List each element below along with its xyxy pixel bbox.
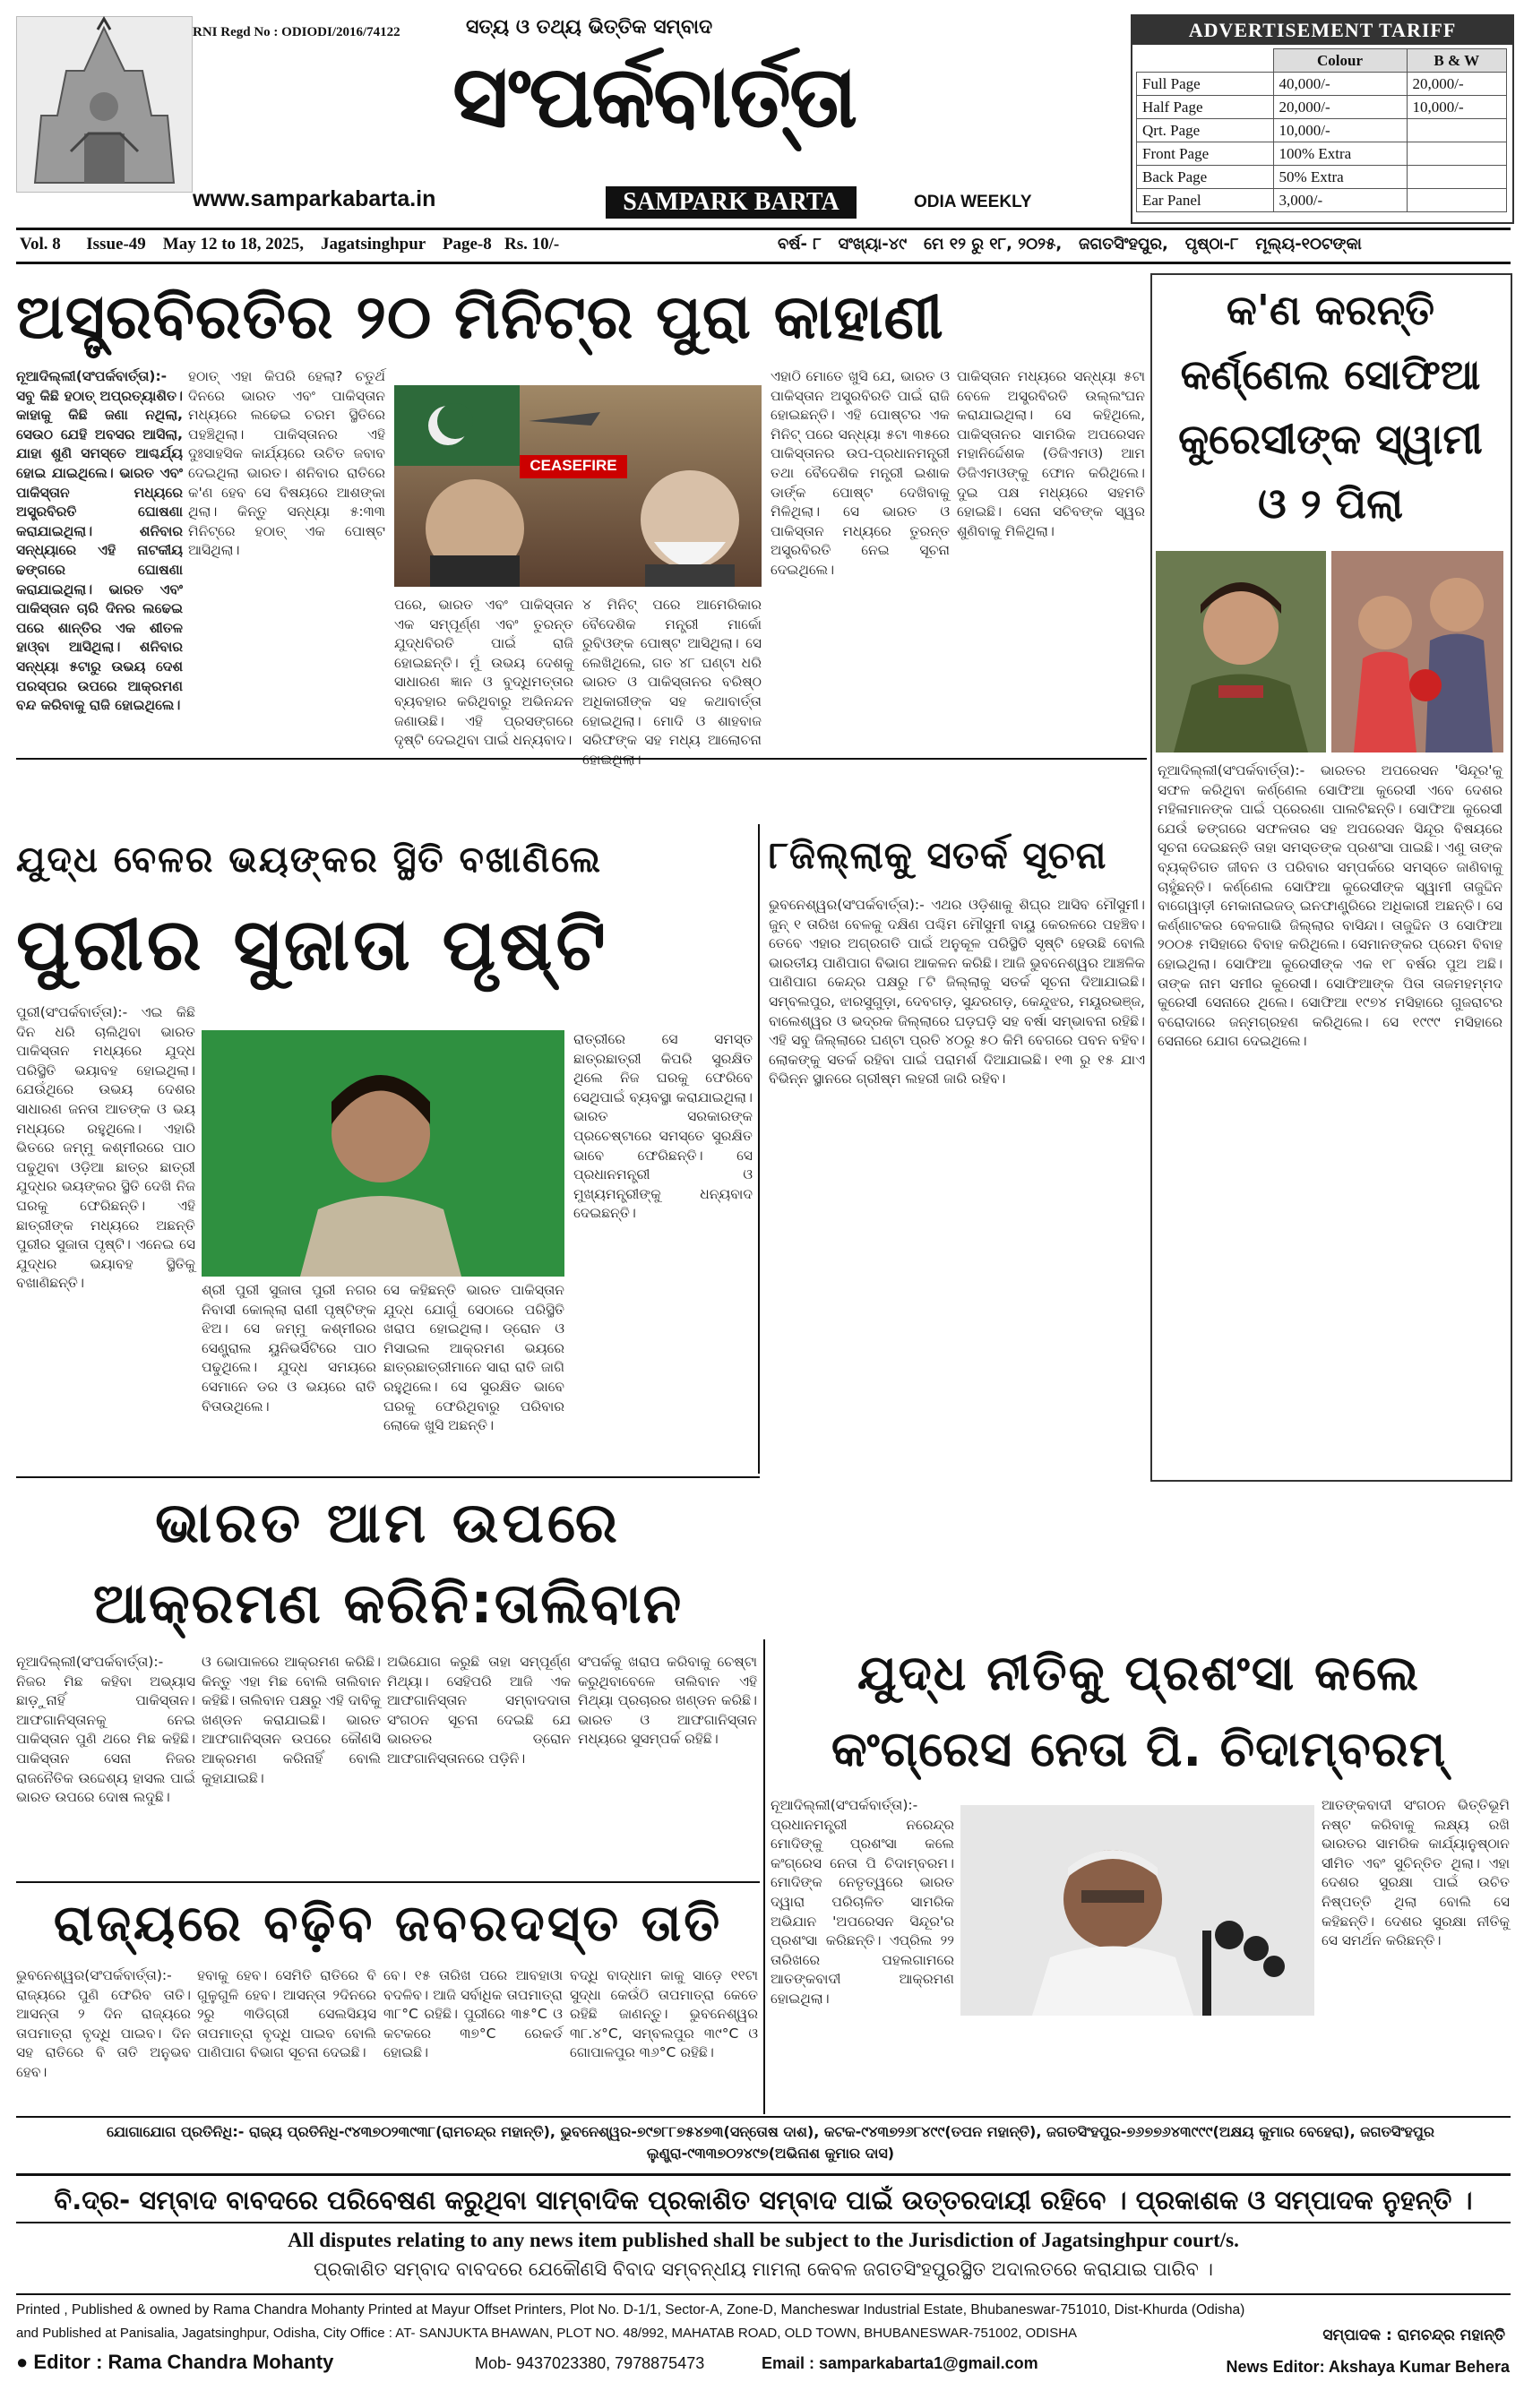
story1-col4 xyxy=(582,596,762,752)
mobile-numbers: Mob- 9437023380, 7978875473 xyxy=(475,2354,705,2372)
footer-top-rule xyxy=(16,2116,1511,2118)
story1-col6-text: ପାକିସ୍ତାନ ମଧ୍ୟରେ ସନ୍ଧ୍ୟା ୫ଟା ବେଳେ ଅସ୍ତ୍ରବିରତି ଉଲ୍ଲଂଘନ କରାଯାଇଥିଲା। ସେ କହିଥିଲେ, ପାକିସ୍ତାନର ସାମରିକ ଅପରେସନ ମହାନିର୍ଦ୍ଦେଶକ (ଡିଜିଏମଓ) ଆମ ଡିଜିଏମଓଙ୍କୁ ଫୋନ କରିଥିଲେ। ଦୁଇ ପକ୍ଷ ମଧ୍ୟରେ ସହମତି ହୋଇଛି। ସେନା ସଚିବଙ୍କ ସ୍ୱର ଶୁଣିବାକୁ ମିଳିଥିଲା। xyxy=(957,368,1145,539)
story6-col2-text: ହବାକୁ ହେବ। ସେମିତି ରାତିରେ ବି ଗୁଳୁଗୁଳି ହେବ। ଆସନ୍ତା ୨ଦିନରେ ୨ରୁ ୩ଡିଗ୍ରୀ ସେଲସିୟସ ତାପମାତ୍ରା ବୃଦ୍ଧି ପାଇବ ବୋଲି ପାଣିପାଗ ବିଭାଗ ସୂଚନା ଦେଇଛି। xyxy=(197,1967,376,2061)
tariff-cell: 50% Extra xyxy=(1273,166,1407,189)
story6-col2 xyxy=(197,1966,376,2110)
sidebar-headline xyxy=(1156,278,1505,536)
story2-col3-text: ସେ କହିଛନ୍ତି ଭାରତ ପାକିସ୍ତାନ ଯୁଦ୍ଧ ଯୋଗୁଁ ସେଠାରେ ପରିସ୍ଥିତି ଖରାପ ହୋଇଥିଲା। ଡ୍ରୋନ ଓ ମିସାଇଲ ଆକ୍ରମଣ ଭୟରେ ଛାତ୍ରଛାତ୍ରୀମାନେ ସାରା ରାତି ଜାଗି ରହୁଥିଲେ। ସେ ସୁରକ୍ଷିତ ଭାବେ ଘରକୁ ଫେରିଥିବାରୁ ପରିବାର ଲୋକେ ଖୁସି ଅଛନ୍ତି। xyxy=(383,1282,564,1434)
issue-bar-bottom-rule xyxy=(16,262,1511,264)
english-title-text: SAMPARK BARTA xyxy=(623,188,839,216)
tariff-row xyxy=(1137,166,1507,189)
story5-headline-line2: କଂଗ୍ରେସ ନେତା ପି. ଚିଦାମ୍ବରମ୍ xyxy=(831,1721,1447,1777)
tagline: ସତ୍ୟ ଓ ତଥ୍ୟ ଭିତ୍ତିକ ସମ୍ବାଦ xyxy=(466,16,713,39)
sidebar-headline-line: କର୍ଣ୍ଣେଲ ସୋଫିଆ xyxy=(1180,350,1481,399)
editor-name: ● Editor : Rama Chandra Mohanty xyxy=(16,2351,334,2373)
disclaimer-odia: ବି.ଦ୍ର- ସମ୍ବାଦ ବାବଦରେ ପରିବେଷଣ କରୁଥିବା ସାମ୍ବାଦିକ ପ୍ରକାଶିତ ସମ୍ବାଦ ପାଇଁ ଉତ୍ତରଦାୟୀ ରହିବେ । ପ୍ରକାଶକ ଓ ସମ୍ପାଦକ ନୁହନ୍ତି । xyxy=(54,2185,1473,2215)
story4-col3 xyxy=(387,1653,571,1877)
weekly-label: ODIA WEEKLY xyxy=(914,193,1032,211)
tariff-header-row xyxy=(1137,49,1507,73)
tariff-cell xyxy=(1407,142,1507,166)
ceasefire-photo xyxy=(394,385,762,587)
story4-col2-text: ଓ ଭୋପାଳରେ ଆକ୍ରମଣ କରିଛି। କିନ୍ତୁ ଏହା ମିଛ ବୋଲି ତାଲିବାନ କହିଛି। ତାଲିବାନ ପକ୍ଷରୁ ଏହି ଦାବିକୁ ଖଣ୍ଡନ କରାଯାଇଛି। ଭାରତ ଆଫଗାନିସ୍ତାନ ଉପରେ କୌଣସି ଆକ୍ରମଣ କରିନାହିଁ ବୋଲି କୁହାଯାଇଛି। xyxy=(202,1654,381,1786)
story1-col3 xyxy=(394,596,573,752)
issue-info-english: Vol. 8 Issue-49 May 12 to 18, 2025, Jagatsinghpur Page-8 Rs. 10/- xyxy=(20,235,560,254)
tariff-header-cell: Colour xyxy=(1273,49,1407,73)
story4-headline-line1: ଭାରତ ଆମ ଉପରେ xyxy=(155,1490,621,1555)
story2-col1-text: ପୁରୀ(ସଂପର୍କବାର୍ତ୍ତା):- ଏଇ କିଛି ଦିନ ଧରି ଚାଲିଥିବା ଭାରତ ପାକିସ୍ତାନ ମଧ୍ୟରେ ଯୁଦ୍ଧ ପରିସ୍ଥିତି ଭୟାବହ ହୋଇଥିଲା। ଯେଉଁଥିରେ ଉଭୟ ଦେଶର ସାଧାରଣ ଜନତା ଆତଙ୍କ ଓ ଭୟ ମଧ୍ୟରେ ରହୁଥିଲେ। ଏହାରି ଭିତରେ ଜମ୍ମୁ କଶ୍ମୀରରେ ପାଠ ପଢୁଥିବା ଓଡ଼ିଆ ଛାତ୍ର ଛାତ୍ରୀ ଯୁଦ୍ଧର ଭୟଙ୍କର ସ୍ଥିତି ଦେଖି ନିଜ ଘରକୁ ଫେରିଛନ୍ତି। ଏହି ଛାତ୍ରୀଙ୍କ ମଧ୍ୟରେ ଅଛନ୍ତି ପୁରୀର ସୁଜାତା ପୃଷ୍ଟି। ଏନେଇ ସେ ଯୁଦ୍ଧର ଭୟାବହ ସ୍ଥିତିକୁ ବଖାଣିଛନ୍ତି। xyxy=(16,1004,195,1292)
printed-line-1: Printed , Published & owned by Rama Chandra Mohanty Printed at Mayur Offset Printers, Plot No. D-1/1, Sector-A, Zone-D, Mancheswar Industrial Estate, Bhubaneswar-751010, Dist-Khurda (Odisha) xyxy=(16,2302,1245,2318)
story2-col2 xyxy=(202,1281,376,1465)
story6-col4-text: ବଦ୍ଧି ବାଦ୍ଧାମ କାକୁ ସାଡ଼େ ୧୧ଟା ସୁଦ୍ଧା କେଉଁଠି ତାପମାତ୍ରା କେତେ ରହିଛି ଜାଣନ୍ତୁ। ଭୁବନେଶ୍ୱର ୩୮.୪°C, ସମ୍ବଲପୁର ୩୯°C ଓ ଗୋପାଳପୁର ୩୬°C ରହିଛି। xyxy=(570,1967,758,2061)
sidebar-headline-line: ଓ ୨ ପିଲା xyxy=(1258,479,1403,528)
story5-col1-text: ନୂଆଦିଲ୍ଲୀ(ସଂପର୍କବାର୍ତ୍ତା):- ପ୍ରଧାନମନ୍ତ୍ରୀ ନରେନ୍ଦ୍ର ମୋଦିଙ୍କୁ ପ୍ରଶଂସା କଲେ କଂଗ୍ରେସ ନେତା ପି ଚିଦାମ୍ବରମ। ମୋଦିଙ୍କ ନେତୃତ୍ୱରେ ଭାରତ ଦ୍ୱାରା ପରିଚାଳିତ ସାମରିକ ଅଭିଯାନ 'ଅପରେସନ ସିନ୍ଦୂର'ର ପ୍ରଶଂସା କରିଛନ୍ତି। ଏପ୍ରିଲ ୨୨ ତାରିଖରେ ପହଲଗାମରେ ଆତଙ୍କବାଦୀ ଆକ୍ରମଣ ହୋଇଥିଲା। xyxy=(771,1797,954,2007)
tariff-cell: 10,000/- xyxy=(1407,96,1507,119)
tariff-row xyxy=(1137,96,1507,119)
tariff-cell: Back Page xyxy=(1137,166,1274,189)
story1-bottom-rule xyxy=(16,758,1147,760)
story4-col4 xyxy=(578,1653,757,1877)
tariff-cell xyxy=(1407,166,1507,189)
tariff-header-cell: B & W xyxy=(1407,49,1507,73)
tariff-cell: Half Page xyxy=(1137,96,1274,119)
story6-top-rule xyxy=(16,1881,760,1883)
sidebar-headline-line: କୁରେସୀଙ୍କ ସ୍ୱାମୀ xyxy=(1178,415,1483,463)
tariff-cell: Qrt. Page xyxy=(1137,119,1274,142)
tariff-cell xyxy=(1407,119,1507,142)
story1-col5-text: ଏହାଠି ମୋତେ ଖୁସି ଯେ, ଭାରତ ଓ ପାକିସ୍ତାନ ଅସ୍ତ୍ରବିରତି ପାଇଁ ରାଜି ହୋଇଛନ୍ତି। ଏହି ପୋଷ୍ଟର ଏକ ମିନିଟ୍ ପରେ ସନ୍ଧ୍ୟା ୫ଟା ୩୫ରେ ପାକିସ୍ତାନର ଉପ-ପ୍ରଧାନମନ୍ତ୍ରୀ ତଥା ବୈଦେଶିକ ମନ୍ତ୍ରୀ ଇଶାକ ଡାର୍ଙ୍କ ପୋଷ୍ଟ ଦେଖିବାକୁ ମିଳିଥିଲା। ସେ ଭାରତ ଓ ପାକିସ୍ତାନ ମଧ୍ୟରେ ତୁରନ୍ତ ଅସ୍ତ୍ରବିରତି ନେଇ ସୂଚନା ଦେଇଥିଲେ। xyxy=(771,368,950,578)
story4-col1-text: ନୂଆଦିଲ୍ଲୀ(ସଂପର୍କବାର୍ତ୍ତା):- ନିଜର ମିଛ କହିବା ଅଭ୍ୟାସ ଛାଡ଼ୁନାହିଁ ପାକିସ୍ତାନ। ଆଫଗାନିସ୍ତାନକୁ ନେଇ ପାକିସ୍ତାନ ପୁଣି ଥରେ ମିଛ କହିଛି। ପାକିସ୍ତାନ ସେନା ନିଜର ରାଜନୈତିକ ଉଦ୍ଦେଶ୍ୟ ହାସଲ ପାଇଁ ଭାରତ ଉପରେ ଦୋଷ ଲଦୁଛି। xyxy=(16,1654,195,1806)
masthead-title-odia: ସଂପର୍କବାର୍ତ୍ତା xyxy=(452,47,857,147)
story4-col1 xyxy=(16,1653,195,1877)
sidebar-body xyxy=(1158,761,1502,1474)
tariff-cell: Ear Panel xyxy=(1137,189,1274,212)
printed-line-2: and Published at Panisalia, Jagatsinghpur, Odisha, City Office : AT- SANJUKTA BHAWAN, PLOT NO. 48/992, MAHATAB ROAD, OLD TOWN, BHUBANESWAR-751002, ODISHA xyxy=(16,2326,1078,2341)
story1-col3-text: ପରେ, ଭାରତ ଏବଂ ପାକିସ୍ତାନ ଏକ ସମ୍ପୂର୍ଣ୍ଣ ଏବଂ ତୁରନ୍ତ ଯୁଦ୍ଧବିରତି ପାଇଁ ରାଜି ହୋଇଛନ୍ତି। ମୁଁ ଉଭୟ ଦେଶକୁ ସାଧାରଣ ଜ୍ଞାନ ଓ ବୁଦ୍ଧିମତ୍ତାର ବ୍ୟବହାର କରିଥିବାରୁ ଅଭିନନ୍ଦନ ଜଣାଉଛି। ଏହି ପ୍ରସଙ୍ଗରେ ଦୃଷ୍ଟି ଦେଇଥିବା ପାଇଁ ଧନ୍ୟବାଦ। xyxy=(394,597,573,749)
story4-col4-text: ସଂପର୍କକୁ ଖରାପ କରିବାକୁ ଚେଷ୍ଟା କରୁଥିବାବେଳେ ତାଲିବାନ ଏହି ମିଥ୍ୟା ପ୍ରଚାରର ଖଣ୍ଡନ କରିଛି। ଭାରତ ଓ ଆଫଗାନିସ୍ତାନ ମଧ୍ୟରେ ସୁସମ୍ପର୍କ ରହିଛି। xyxy=(578,1654,757,1748)
story3-headline: ୮ଜିଲ୍ଲାକୁ ସତର୍କ ସୂଚନା xyxy=(769,833,1107,877)
story6-col1 xyxy=(16,1966,191,2110)
tariff-cell: 40,000/- xyxy=(1273,73,1407,96)
disputes-english: All disputes relating to any news item published shall be subject to the Jurisdiction of Jagatsinghpur court/s. xyxy=(288,2229,1239,2251)
story2-col4 xyxy=(573,1030,753,1465)
tariff-table xyxy=(1136,48,1507,212)
story5-headline-line1: ଯୁଦ୍ଧ ନୀତିକୁ ପ୍ରଶଂସା କଲେ xyxy=(857,1645,1420,1701)
tariff-cell: Front Page xyxy=(1137,142,1274,166)
story1-col2-text: ହଠାତ୍ ଏହା କିପରି ହେଲା? ଚତୁର୍ଥ ଦିନରେ ଭାରତ ଏବଂ ପାକିସ୍ତାନ ମଧ୍ୟରେ ଲଢେଇ ଚରମ ସ୍ଥିତିରେ ପହଞ୍ଚିଥିଲା। ପାକିସ୍ତାନର ଏହି ଦୁଃସାହସିକ କାର୍ଯ୍ୟରେ ଉଚିତ ଜବାବ ଦେଇଥିଲା ଭାରତ। ଶନିବାର ରାତିରେ କ'ଣ ହେବ ସେ ବିଷୟରେ ଆଶଙ୍କା ଥିଲା। କିନ୍ତୁ ସନ୍ଧ୍ୟା ୫:୩୩ ମିନିଟ୍ରେ ହଠାତ୍ ଏକ ପୋଷ୍ଟ ଆସିଥିଲା। xyxy=(188,368,385,559)
sidebar-body-text: ନୂଆଦିଲ୍ଲୀ(ସଂପର୍କବାର୍ତ୍ତା):- ଭାରତର ଅପରେସନ 'ସିନ୍ଦୂର'କୁ ସଫଳ କରିଥିବା କର୍ଣ୍ଣେଲ ସୋଫିଆ କୁରେସୀ ଏବେ ଦେଶର ମହିଳାମାନଙ୍କ ପାଇଁ ପ୍ରେରଣା ପାଲଟିଛନ୍ତି। ସୋଫିଆ କୁରେସୀ ଯେଉଁ ଢଙ୍ଗରେ ସଫଳତାର ସହ ଅପରେସନ ସିନ୍ଦୂର ବିଷୟରେ ସୂଚନା ଦେଇଛନ୍ତି ତାହା ସମସ୍ତଙ୍କ ପ୍ରଶଂସା ପାଇଛି। ଏଣୁ ତାଙ୍କ ବ୍ୟକ୍ତିଗତ ଜୀବନ ଓ ପରିବାର ସମ୍ପର୍କରେ ସମସ୍ତେ ଜାଣିବାକୁ ଚାହୁଁଛନ୍ତି। କର୍ଣ୍ଣେଲ ସୋଫିଆ କୁରେସୀଙ୍କ ସ୍ୱାମୀ ତାଜୁଦ୍ଦିନ ବାଗେୱାଡ଼ୀ ମେକାନାଇଜଡ୍ ଇନଫାଣ୍ଟ୍ରିରେ ଅଧିକାରୀ ଅଛନ୍ତି। ସେ କର୍ଣ୍ଣାଟକର ବେଳଗାଭି ଜିଲ୍ଲାର ବାସିନ୍ଦା। ତାଜୁଦ୍ଦିନ ଓ ସୋଫିଆ ୨୦୦୫ ମସିହାରେ ବିବାହ କରିଥିଲେ। ସେମାନଙ୍କର ପ୍ରେମ ବିବାହ ହୋଇଥିଲା। ସୋଫିଆ କୁରେସୀଙ୍କ ଏକ ୧୮ ବର୍ଷର ପୁଅ ଅଛି। ତାଙ୍କ ନାମ ସମୀର କୁରେସୀ। ସୋଫିଆଙ୍କ ପିତା ତାଜମହମ୍ମଦ କୁରେସୀ ସେନାରେ ଥିଲେ। ସୋଫିଆ ୧୯୭୪ ମସିହାରେ ଗୁଜରାଟର ବରୋଦାରେ ଜନ୍ମଗ୍ରହଣ କରିଥିଲେ। ସେ ୧୯୯୯ ମସିହାରେ ସେନାରେ ଯୋଗ ଦେଇଥିଲେ। xyxy=(1158,762,1502,1050)
tariff-cell: Full Page xyxy=(1137,73,1274,96)
sidebar-headline-line: କ'ଣ କରନ୍ତି xyxy=(1226,286,1435,334)
temple-logo xyxy=(16,16,193,193)
disputes-odia: ପ୍ରକାଶିତ ସମ୍ବାଦ ବାବଦରେ ଯେକୌଣସି ବିବାଦ ସମ୍ବନ୍ଧୀୟ ମାମଲା କେବଳ ଜଗତସିଂହପୁରସ୍ଥିତ ଅଦାଲତରେ କରାଯାଇ ପାରିବ । xyxy=(314,2258,1213,2280)
tariff-header-cell xyxy=(1137,49,1274,73)
story4-headline-line2: ଆକ୍ରମଣ କରିନି:ତାଲିବାନ xyxy=(92,1570,684,1636)
issue-bar-top-rule xyxy=(16,228,1511,230)
story3-body-text: ଭୁବନେଶ୍ୱର(ସଂପର୍କବାର୍ତ୍ତା):- ଏଥର ଓଡ଼ିଶାକୁ ଶିଘ୍ର ଆସିବ ମୌସୁମୀ। ଜୁନ୍ ୧ ତାରିଖ ବେଳକୁ ଦକ୍ଷିଣ ପଶ୍ଚିମ ମୌସୁମୀ ବାୟୁ କେରଳରେ ପହଞ୍ଚିବ। ତେବେ ଏହାର ଅଗ୍ରଗତି ପାଇଁ ଅନୁକୂଳ ପରିସ୍ଥିତି ସୃଷ୍ଟି ହେଉଛି ବୋଲି ଭାରତୀୟ ପାଣିପାଗ ବିଭାଗ ଆକଳନ କରିଛି। ଆଜି ଭୁବନେଶ୍ୱର ଆଞ୍ଚଳିକ ପାଣିପାଗ କେନ୍ଦ୍ର ପକ୍ଷରୁ ୮ଟି ଜିଲ୍ଲାକୁ ସତର୍କ ସୂଚନା ଦିଆଯାଇଛି। ସମ୍ବଲପୁର, ଝାରସୁଗୁଡ଼ା, ଦେବଗଡ଼, ସୁନ୍ଦରଗଡ଼, କେନ୍ଦୁଝର, ମୟୂରଭଞ୍ଜ, ବାଲେଶ୍ୱର ଓ ଭଦ୍ରକ ଜିଲ୍ଲାରେ ଘଡ଼ଘଡ଼ି ସହ ବର୍ଷା ସମ୍ଭାବନା ରହିଛି। ଏହି ସବୁ ଜିଲ୍ଲାରେ ଘଣ୍ଟା ପ୍ରତି ୪୦ରୁ ୫୦ କିମି ବେଗରେ ପବନ ବହିବ। ଲୋକଙ୍କୁ ସତର୍କ ରହିବା ପାଇଁ ପରାମର୍ଶ ଦିଆଯାଇଛି। ୧୩ ରୁ ୧୫ ଯାଏ ବିଭିନ୍ନ ସ୍ଥାନରେ ଗ୍ରୀଷ୍ମ ଲହରୀ ଜାରି ରହିବ। xyxy=(769,897,1145,1088)
chidambaram-photo xyxy=(960,1805,1314,2016)
tariff-cell: 20,000/- xyxy=(1407,73,1507,96)
tariff-title: ADVERTISEMENT TARIFF xyxy=(1132,16,1512,45)
tariff-cell xyxy=(1407,189,1507,212)
tariff-cell: 10,000/- xyxy=(1273,119,1407,142)
ceasefire-caption: CEASEFIRE xyxy=(530,457,617,474)
story4-col2 xyxy=(202,1653,381,1877)
tariff-row xyxy=(1137,189,1507,212)
story2-kicker: ଯୁଦ୍ଧ ବେଳର ଭୟଙ୍କର ସ୍ଥିତି ବଖାଣିଲେ xyxy=(16,839,603,881)
story2-headline: ପୁରୀର ସୁଜାତା ପୃଷ୍ଟି xyxy=(16,903,609,986)
rni-number: RNI Regd No : ODIODI/2016/74122 xyxy=(193,25,400,39)
issue-info-odia: ବର୍ଷ- ୮ ସଂଖ୍ୟା-୪୯ ମେ ୧୨ ରୁ ୧୮, ୨୦୨୫, ଜଗତସିଂହପୁର, ପୃଷ୍ଠା-୮ ମୂଲ୍ୟ-୧୦ଟଙ୍କା xyxy=(778,235,1362,254)
story1-col2 xyxy=(188,367,385,752)
sujata-photo xyxy=(202,1030,564,1277)
story1-col4-text: ୪ ମିନିଟ୍ ପରେ ଆମେରିକାର ବୈଦେଶିକ ମନ୍ତ୍ରୀ ମାର୍କୋ ରୁବିଓଙ୍କ ପୋଷ୍ଟ ଆସିଥିଲା। ସେ ଲେଖିଥିଲେ, ଗତ ୪୮ ଘଣ୍ଟା ଧରି ଭାରତ ଓ ପାକିସ୍ତାନର ବରିଷ୍ଠ ଅଧିକାରୀଙ୍କ ସହ କଥାବାର୍ତ୍ତା ହୋଇଥିଲା। ମୋଦି ଓ ଶାହବାଜ ସରିଫଙ୍କ ସହ ମଧ୍ୟ ଆଲୋଚନା xyxy=(582,597,762,749)
news-editor: News Editor: Akshaya Kumar Behera xyxy=(1226,2358,1510,2376)
story5-vertical-rule xyxy=(763,1639,765,2114)
sampadak-label: ସମ୍ପାଦକ : ରାମଚନ୍ଦ୍ର ମହାନ୍ତି xyxy=(1322,2326,1505,2344)
tariff-box xyxy=(1131,14,1514,224)
story5-col2-text: ଆତଙ୍କବାଦୀ ସଂଗଠନ ଭିତ୍ତିଭୂମି ନଷ୍ଟ କରିବାକୁ ଲକ୍ଷ୍ୟ ରଖି ଭାରତର ସାମରିକ କାର୍ଯ୍ୟାନୁଷ୍ଠାନ ସୀମିତ ଏବଂ ସୁଚିନ୍ତିତ ଥିଲା। ଏହା ଦେଶର ସୁରକ୍ଷା ପାଇଁ ଉଚିତ ନିଷ୍ପତ୍ତି ଥିଲା ବୋଲି ସେ କହିଛନ୍ତି। ଦେଶର ସୁରକ୍ଷା ନୀତିକୁ ସେ ସମର୍ଥନ କରିଛନ୍ତି। xyxy=(1322,1797,1510,1949)
footer-rule-4 xyxy=(16,2293,1511,2295)
footer-rule-3 xyxy=(16,2222,1511,2223)
footer-rule-2 xyxy=(16,2173,1511,2176)
tariff-cell: 3,000/- xyxy=(1273,189,1407,212)
tariff-row xyxy=(1137,142,1507,166)
sofia-qureshi-photo xyxy=(1156,551,1326,752)
story1-col1-text: ନୂଆଦିଲ୍ଲୀ(ସଂପର୍କବାର୍ତ୍ତା):- ସବୁ କିଛି ହଠାତ୍ ଅପ୍ରତ୍ୟାଶିତ। କାହାକୁ କିଛି ଜଣା ନଥିଲା, ସେଉଠ ଯେହି ଅବସର ଆସିଲା, ଯାହା ଶୁଣି ସମସ୍ତେ ଆଶ୍ଚର୍ଯ୍ୟ ହୋଇ ଯାଇଥିଲେ। ଭାରତ ଏବଂ ପାକିସ୍ତାନ ମଧ୍ୟରେ ଅସ୍ତ୍ରବିରତି ଘୋଷଣା କରାଯାଇଥିଲା। ଶନିବାର ସନ୍ଧ୍ୟାରେ ଏହି ନାଟକୀୟ ଢଙ୍ଗରେ ଘୋଷଣା କରାଯାଇଥିଲା। ଭାରତ ଏବଂ ପାକିସ୍ତାନ ଚାରି ଦିନର ଲଢେଇ ପରେ ଶାନ୍ତିର ଏକ ଶୀତଳ ହାଓ୍ବା ଆସିଥିଲା। ଶନିବାର ସନ୍ଧ୍ୟା ୫ଟାରୁ ଉଭୟ ଦେଶ ପରସ୍ପର ଉପରେ ଆକ୍ରମଣ ବନ୍ଦ କରିବାକୁ ରାଜି ହୋଇଥିଲେ। xyxy=(16,368,183,714)
story1-col6 xyxy=(957,367,1145,752)
story6-headline: ରାଜ୍ୟରେ ବଢ଼ିବ ଜବରଦସ୍ତ ତାତି xyxy=(53,1895,723,1953)
story3-body xyxy=(769,896,1145,1469)
story2-col3 xyxy=(383,1281,564,1465)
contacts-line: ଯୋଗାଯୋଗ ପ୍ରତିନିଧି:- ରାଜ୍ୟ ପ୍ରତିନିଧି-୯୪୩୭୦୨୩୯୩୮(ରାମଚନ୍ଦ୍ର ମହାନ୍ତି), ଭୁବନେଶ୍ୱର-୭୯୭୮୮୭୫୪୭୩(ସନ୍ତୋଷ ଦାଶ), କଟକ-୯୪୩୭୨୬୮୪୯୯(ତପନ ମହାନ୍ତି), ଜଗତସିଂହପୁର-୭୬୭୭୬୪୩୯୯୯(ଅକ୍ଷୟ କୁମାର ବେହେରା), ଜଗତସିଂହପୁର ଲୁଣ୍ଡ୍ରା-୯୩୩୭୦୨୪୯୭(ଅଭିନାଶ କୁମାର ଦାସ) xyxy=(107,2123,1434,2162)
story6-col3 xyxy=(383,1966,563,2110)
story5-col1 xyxy=(771,1796,954,2110)
tariff-cell: 20,000/- xyxy=(1273,96,1407,119)
masthead-title-english xyxy=(606,186,857,219)
story6-col3-text: ବେ। ୧୫ ତାରିଖ ପରେ ଆବହାଓା ବଦଳିବ। ଆଜି ସର୍ବାଧିକ ତାପମାତ୍ରା ୩୮°C ରହିଛି। ପୁରୀରେ ୩୫°C ଓ କଟକରେ ୩୭°C ରେକର୍ଡ ହୋଇଛି। xyxy=(383,1967,563,2061)
story1-col5 xyxy=(771,367,950,752)
story2-col1 xyxy=(16,1003,195,1465)
story2-col4-text: ରାତ୍ରୀରେ ସେ ସମସ୍ତ ଛାତ୍ରଛାତ୍ରୀ କିପରି ସୁରକ୍ଷିତ ଥିଲେ ନିଜ ଘରକୁ ଫେରିବେ ସେଥିପାଇଁ ବ୍ୟବସ୍ଥା କରାଯାଇଥିଲା। ଭାରତ ସରକାରଙ୍କ ପ୍ରଚେଷ୍ଟାରେ ସମସ୍ତେ ସୁରକ୍ଷିତ ଭାବେ ଫେରିଛନ୍ତି। ସେ ପ୍ରଧାନମନ୍ତ୍ରୀ ଓ ମୁଖ୍ୟମନ୍ତ୍ରୀଙ୍କୁ ଧନ୍ୟବାଦ ଦେଇଛନ୍ତି। xyxy=(573,1031,753,1222)
vertical-divider xyxy=(758,824,760,1474)
tariff-cell: 100% Extra xyxy=(1273,142,1407,166)
story4-col3-text: ଅଭିଯୋଗ କରୁଛି ତାହା ସମ୍ପୂର୍ଣ୍ଣ ମିଥ୍ୟା। ସେହିପରି ଆଜି ଏକ ଆଫଗାନିସ୍ତାନ ସମ୍ବାଦଦାତା ସଂଗଠନ ସୂଚନା ଦେଇଛି ଯେ ଭାରତର ଡ୍ରୋନ ଆଫଗାନିସ୍ତାନରେ ପଡ଼ିନି। xyxy=(387,1654,571,1767)
story5-col2 xyxy=(1322,1796,1510,2110)
story6-col4 xyxy=(570,1966,758,2110)
mid-rule xyxy=(16,1476,760,1478)
story1-headline: ଅସ୍ତ୍ରବିରତିର ୨୦ ମିନିଟ୍‌ର ପୁରା କାହାଣୀ xyxy=(16,282,944,353)
tariff-row xyxy=(1137,119,1507,142)
sofia-family-photo xyxy=(1331,551,1503,752)
email-address[interactable]: Email : samparkabarta1@gmail.com xyxy=(762,2354,1038,2372)
story6-col1-text: ଭୁବନେଶ୍ୱର(ସଂପର୍କବାର୍ତ୍ତା):- ରାଜ୍ୟରେ ପୁଣି ଫେରିବ ତାତି। ଆସନ୍ତା ୨ ଦିନ ରାଜ୍ୟରେ ତାପମାତ୍ରା ବୃଦ୍ଧି ପାଇବ। ଦିନ ସହ ରାତିରେ ବି ତାତି ଅନୁଭବ ହେବ। xyxy=(16,1967,191,2080)
masthead xyxy=(0,0,1524,224)
story2-col2-text: ଶ୍ରୀ ପୁରୀ ସୁଜାତା ପୁରୀ ନଗର ନିବାସୀ କୋଲ୍ଲା ରାଣୀ ପୃଷ୍ଟିଙ୍କ ଝିଅ। ସେ ଜମ୍ମୁ କଶ୍ମୀରର ସେଣ୍ଟ୍ରାଲ ୟୁନିଭର୍ସିଟିରେ ପାଠ ପଢୁଥିଲେ। ଯୁଦ୍ଧ ସମୟରେ ସେମାନେ ଡର ଓ ଭୟରେ ରାତି ବିତାଉଥିଲେ। xyxy=(202,1282,376,1415)
tariff-row xyxy=(1137,73,1507,96)
website-link[interactable]: www.samparkabarta.in xyxy=(193,186,436,211)
story1-col1 xyxy=(16,367,183,752)
